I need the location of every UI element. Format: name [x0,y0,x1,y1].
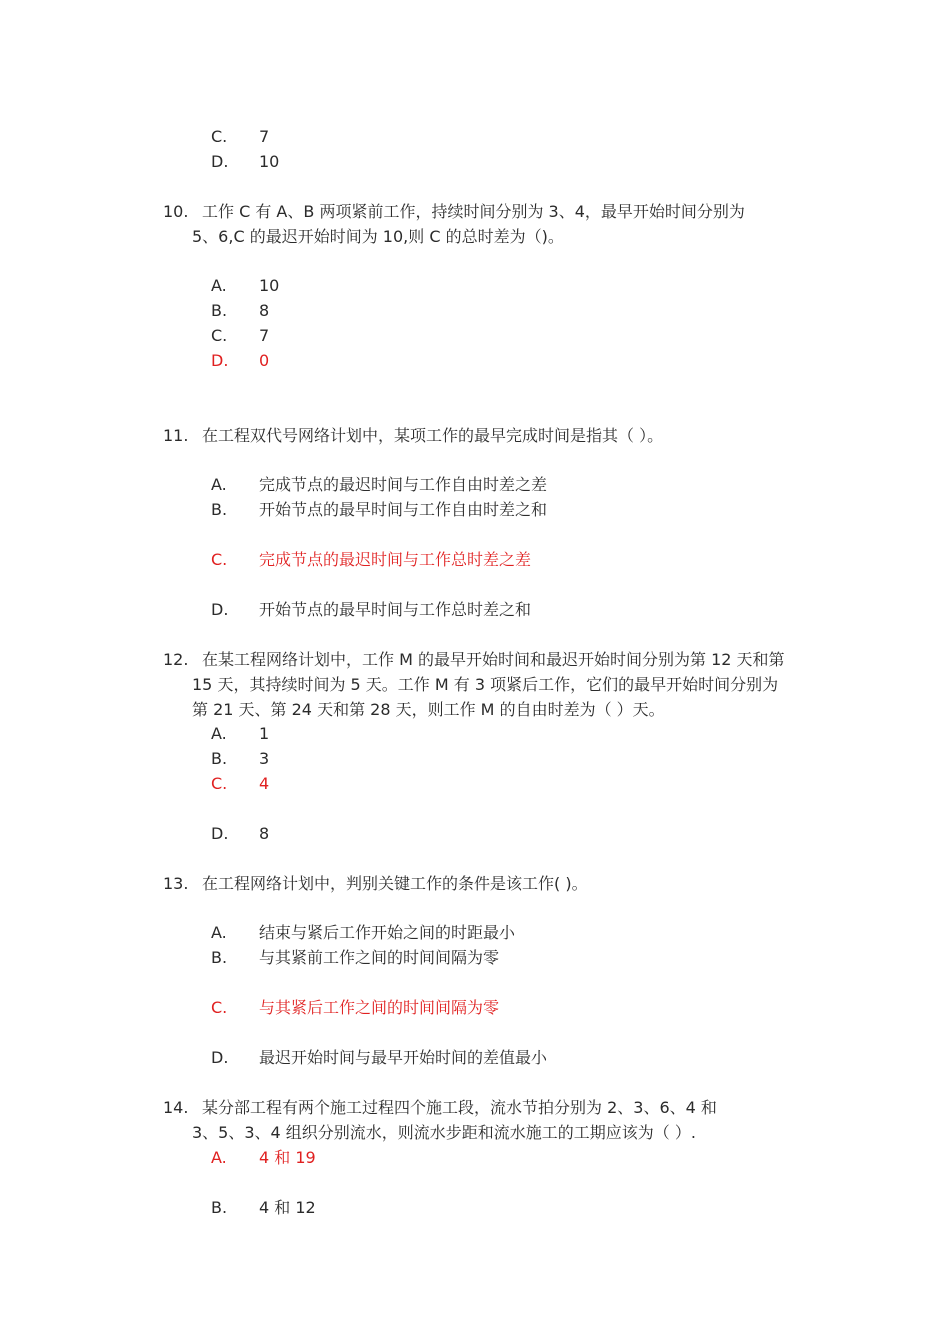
q9-option-d-letter: D. [211,152,229,171]
q12-text-line1: 在某工程网络计划中，工作 M 的最早开始时间和最迟开始时间分别为第 12 天和第 [202,650,785,669]
q14-text-line2: 3、5、3、4 组织分别流水，则流水步距和流水施工的工期应该为（ ）. [192,1123,696,1142]
q11-option-b-letter: B. [211,500,228,519]
q10-option-b-letter: B. [211,301,228,320]
q12-option-a-text: 1 [259,724,270,743]
q12-number: 12. [163,650,189,669]
q11-number: 11. [163,426,189,445]
q10-option-a-letter: A. [211,276,227,295]
q11-option-b-text: 开始节点的最早时间与工作自由时差之和 [259,500,548,519]
q14-option-a-letter-answer: A. [211,1148,227,1167]
q13-option-d-letter: D. [211,1048,229,1067]
q10-option-d-text-answer: 0 [259,351,270,370]
q14-option-b-text: 4 和 12 [259,1198,316,1217]
q13-option-c-text-answer: 与其紧后工作之间的时间间隔为零 [259,998,500,1017]
q11-option-d-text: 开始节点的最早时间与工作总时差之和 [259,600,532,619]
q12-option-b-letter: B. [211,749,228,768]
q14-text-line1: 某分部工程有两个施工过程四个施工段，流水节拍分别为 2、3、6、4 和 [202,1098,717,1117]
q11-option-a-text: 完成节点的最迟时间与工作自由时差之差 [259,475,548,494]
q12-option-c-text-answer: 4 [259,774,270,793]
q13-option-a-text: 结束与紧后工作开始之间的时距最小 [259,923,516,942]
q12-text-line3: 第 21 天、第 24 天和第 28 天，则工作 M 的自由时差为（ ）天。 [192,700,665,719]
q13-option-c-letter-answer: C. [211,998,228,1017]
q13-option-d-text: 最迟开始时间与最早开始时间的差值最小 [259,1048,548,1067]
q13-number: 13. [163,874,189,893]
q14-number: 14. [163,1098,189,1117]
q10-option-d-letter-answer: D. [211,351,229,370]
q9-option-d-text: 10 [259,152,280,171]
q10-option-c-text: 7 [259,326,270,345]
q12-option-d-text: 8 [259,824,270,843]
q13-text-line1: 在工程网络计划中，判别关键工作的条件是该工作( )。 [202,874,588,893]
q14-option-a-text-answer: 4 和 19 [259,1148,316,1167]
q13-option-b-text: 与其紧前工作之间的时间间隔为零 [259,948,500,967]
q10-option-b-text: 8 [259,301,270,320]
q9-option-c-text: 7 [259,127,270,146]
q13-option-b-letter: B. [211,948,228,967]
q9-option-c-letter: C. [211,127,228,146]
q12-text-line2: 15 天，其持续时间为 5 天。工作 M 有 3 项紧后工作，它们的最早开始时间分别为 [192,675,779,694]
q12-option-a-letter: A. [211,724,227,743]
q13-option-a-letter: A. [211,923,227,942]
q11-text-line1: 在工程双代号网络计划中，某项工作的最早完成时间是指其（ ）。 [202,426,664,445]
q11-option-d-letter: D. [211,600,229,619]
q12-option-c-letter-answer: C. [211,774,228,793]
q10-text-line2: 5、6,C 的最迟开始时间为 10,则 C 的总时差为（)。 [192,227,564,246]
q11-option-c-text-answer: 完成节点的最迟时间与工作总时差之差 [259,550,532,569]
q14-option-b-letter: B. [211,1198,228,1217]
q12-option-b-text: 3 [259,749,270,768]
q12-option-d-letter: D. [211,824,229,843]
q10-option-c-letter: C. [211,326,228,345]
q11-option-a-letter: A. [211,475,227,494]
q10-option-a-text: 10 [259,276,280,295]
q11-option-c-letter-answer: C. [211,550,228,569]
q10-number: 10. [163,202,189,221]
q10-text-line1: 工作 C 有 A、B 两项紧前工作，持续时间分别为 3、4，最早开始时间分别为 [202,202,745,221]
